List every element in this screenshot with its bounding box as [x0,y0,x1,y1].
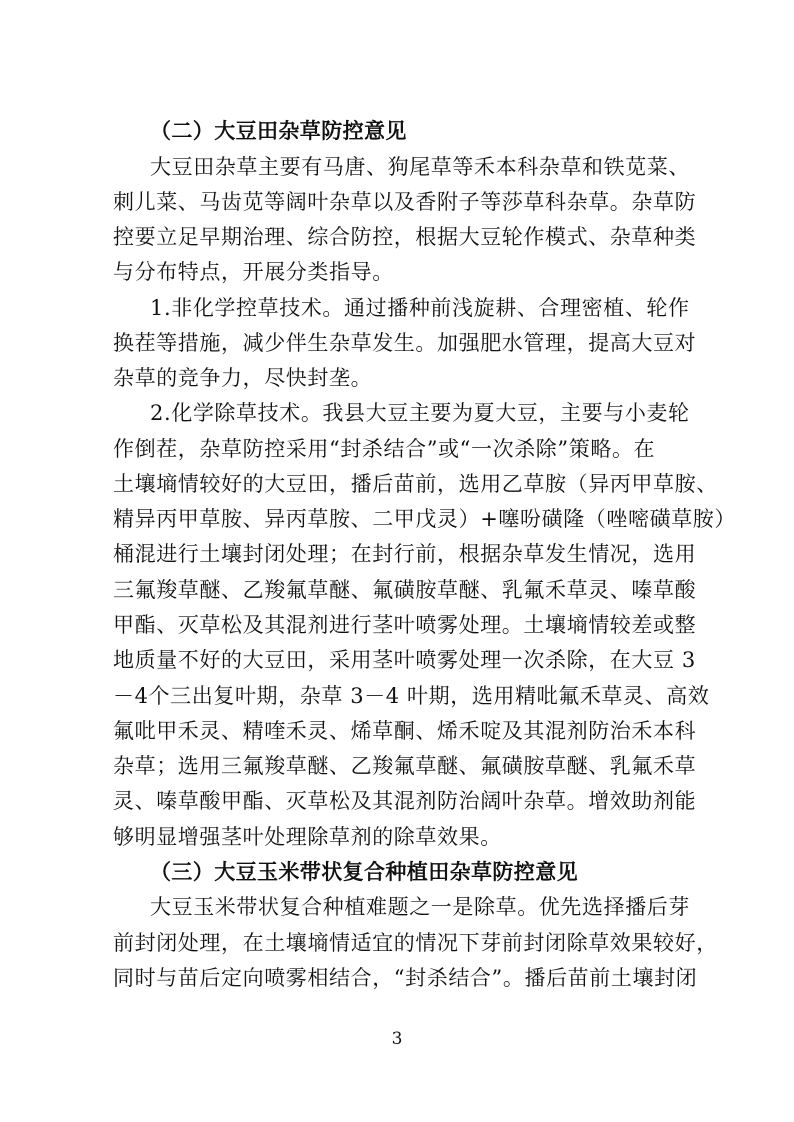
paragraph-line: 作倒茬，杂草防控采用“封杀结合”或“一次杀除”策略。在 [113,437,656,461]
paragraph-line: 1.非化学控草技术。通过播种前浅旋耕、合理密植、轮作 [150,296,690,320]
section-heading-intercropping-weed-control: （三）大豆玉米带状复合种植田杂草防控意见 [150,860,578,884]
paragraph-line: 杂草的竞争力，尽快封垄。 [113,366,373,390]
paragraph-line: 与分布特点，开展分类指导。 [113,260,394,284]
paragraph-line: 氟吡甲禾灵、精喹禾灵、烯草酮、烯禾啶及其混剂防治禾本科 [113,719,697,743]
paragraph-line: 刺儿菜、马齿苋等阔叶杂草以及香附子等莎草科杂草。杂草防 [113,190,697,214]
paragraph-line: 精异丙甲草胺、异丙草胺、二甲戊灵）+噻吩磺隆（唑嘧磺草胺） [113,507,736,531]
paragraph-line: －4个三出复叶期，杂草 3－4 叶期，选用精吡氟禾草灵、高效 [113,684,710,708]
paragraph-line: 大豆玉米带状复合种植难题之一是除草。优先选择播后芽 [150,895,690,919]
paragraph-line: 地质量不好的大豆田，采用茎叶喷雾处理一次杀除，在大豆 3 [113,648,696,672]
paragraph-line: 2.化学除草技术。我县大豆主要为夏大豆，主要与小麦轮 [150,401,690,425]
paragraph-line: 同时与苗后定向喷雾相结合，“封杀结合”。播后苗前土壤封闭 [113,966,698,990]
paragraph-line: 前封闭处理，在土壤墒情适宜的情况下芽前封闭除草效果较好， [113,931,718,955]
paragraph-line: 控要立足早期治理、综合防控，根据大豆轮作模式、杂草种类 [113,225,697,249]
section-heading-soybean-weed-control: （二）大豆田杂草防控意见 [150,119,407,143]
paragraph-line: 够明显增强茎叶处理除草剂的除草效果。 [113,825,502,849]
paragraph-line: 大豆田杂草主要有马唐、狗尾草等禾本科杂草和铁苋菜、 [150,155,690,179]
paragraph-line: 三氟羧草醚、乙羧氟草醚、氟磺胺草醚、乳氟禾草灵、嗪草酸 [113,578,697,602]
paragraph-line: 土壤墒情较好的大豆田，播后苗前，选用乙草胺（异丙甲草胺、 [113,472,718,496]
paragraph-line: 灵、嗪草酸甲酯、灭草松及其混剂防治阔叶杂草。增效助剂能 [113,789,697,813]
paragraph-line: 桶混进行土壤封闭处理；在封行前，根据杂草发生情况，选用 [113,542,697,566]
paragraph-line: 甲酯、灭草松及其混剂进行茎叶喷雾处理。土壤墒情较差或整 [113,613,697,637]
paragraph-line: 换茬等措施，减少伴生杂草发生。加强肥水管理，提高大豆对 [113,331,697,355]
paragraph-line: 杂草；选用三氟羧草醚、乙羧氟草醚、氟磺胺草醚、乳氟禾草 [113,754,697,778]
page-number: 3 [391,1029,403,1049]
